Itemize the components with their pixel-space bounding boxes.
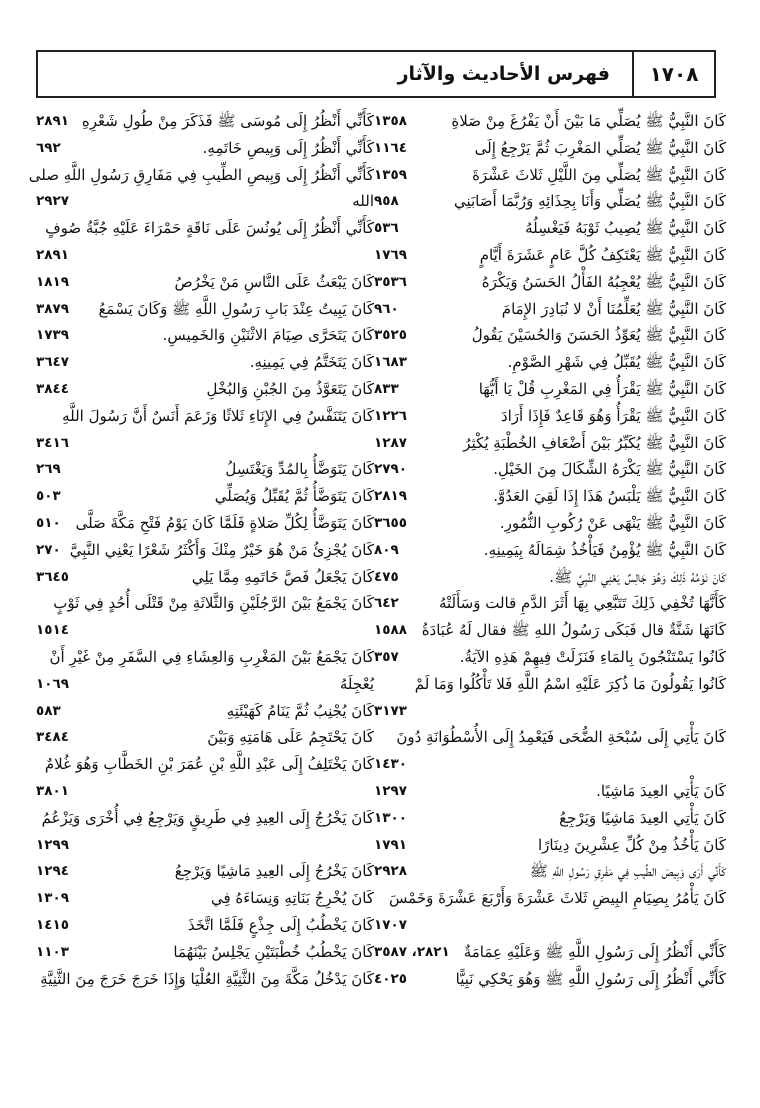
entry-text: كَانَ النَّبِيُّ ﷺ يَنْهَى عَنْ رُكُوبِ النُّمُورِ. bbox=[499, 513, 726, 532]
entry-text: كَانَ النَّبِيُّ ﷺ يُصَلِّي وَأَنَا بِحِذَائِهِ وَرُبَّمَا أَصَابَنِي bbox=[453, 192, 726, 211]
entry-reference: ١٦٨٣ bbox=[374, 354, 407, 371]
index-entry bbox=[374, 671, 726, 698]
entry-text: كَانَ يَتَوَضَّأُ لِكُلِّ صَلاةٍ فَلَمَّا كَانَ يَوْمُ فَتْحِ مَكَّةَ صَلَّى bbox=[75, 513, 374, 532]
index-entry bbox=[36, 644, 374, 671]
entry-reference: ٣٨٤٤ bbox=[36, 380, 69, 397]
entry-text: كَأَنِّي أَنْظُرُ إِلَى وَبِيصِ خَاتَمِهِ. bbox=[202, 138, 374, 157]
entry-text: كَانَ يَدْخُلُ مَكَّةَ مِنَ الثَّنِيَّةِ العُلْيَا وَإِذَا خَرَجَ خَرَجَ مِنَ الثَّنِيَّةِ bbox=[40, 969, 374, 988]
entry-reference: ١١٠٣ bbox=[36, 943, 69, 960]
entry-reference: ٣٨٠١ bbox=[36, 782, 69, 799]
entry-text: كَانَ يَأْتِي العِيدَ مَاشِيًا وَيَرْجِعُ bbox=[559, 808, 726, 827]
index-entry bbox=[36, 912, 374, 939]
index-entry bbox=[36, 376, 374, 403]
entry-reference: ٣٥٧ bbox=[374, 648, 399, 665]
entry-reference: ٢٩٢٨ bbox=[374, 863, 407, 880]
entry-reference: ٨٠٩ bbox=[374, 541, 399, 558]
entry-reference: ١٧٠٧ bbox=[374, 916, 407, 933]
index-entry bbox=[36, 590, 374, 617]
index-entry bbox=[36, 724, 374, 751]
entry-reference: ٥٨٣ bbox=[36, 702, 61, 719]
entry-text: كَانَ يَخْرُجُ إِلَى العِيدِ فِي طَرِيقٍ وَيَرْجِعُ فِي أُخْرَى وَيَزْعُمُ bbox=[41, 808, 374, 827]
index-entry bbox=[36, 778, 374, 805]
entry-reference: ٢٩٢٧ bbox=[36, 193, 69, 210]
index-entry bbox=[374, 242, 726, 269]
entry-reference: ٣٦٤٧ bbox=[36, 354, 69, 371]
entry-text: كَانُوا يَقُولُونَ مَا ذُكِرَ عَلَيْهِ اسْمُ اللَّهِ فَلا تَأْكُلُوا وَمَا لَمْ bbox=[414, 674, 726, 693]
entry-text: كَانَ يَأْتِي العِيدَ مَاشِيًا. bbox=[596, 781, 726, 800]
index-entry bbox=[374, 108, 726, 135]
entry-text: كَانَ النَّبِيُّ ﷺ يَقْرَأُ وَهُوَ قَاعِدٌ فَإِذَا أَرَادَ bbox=[500, 406, 726, 425]
entry-text: كَأَنَّهَا تُخْفِي ذَلِكَ تَتَبَّعِي بِهَا أَثَرَ الدَّمِ قالت وَسَأَلَتْهُ bbox=[438, 594, 726, 613]
entry-text: كَانَ يَخْتَلِفُ إِلَى عَبْدِ اللَّهِ بْنِ عُمَرَ بْنِ الخَطَّابِ وَهُوَ غُلامٌ bbox=[44, 755, 374, 774]
index-entry bbox=[374, 805, 726, 832]
entry-reference: ٩٥٨ bbox=[374, 193, 399, 210]
entry-text: كَانَ النَّبِيُّ ﷺ يُكَبِّرُ بَيْنَ أَضْعَافِ الخُطْبَةِ يُكْثِرُ bbox=[463, 433, 726, 452]
entry-reference: ٢٨٩١ bbox=[36, 113, 69, 129]
entry-reference: ٣٦٤٥ bbox=[36, 568, 69, 585]
entry-reference: ٢٨١٩ bbox=[374, 488, 407, 505]
entry-text: كَانَ النَّبِيُّ ﷺ يُعْجِبُهُ الفَأْلُ الحَسَنُ وَيَكْرَهُ bbox=[481, 272, 726, 291]
index-entry bbox=[374, 724, 726, 751]
index-entry bbox=[374, 778, 726, 805]
entry-text: كَانَ النَّبِيُّ ﷺ يُؤْمِنُ فَيَأْخُذُ شِمَالَهُ بِيَمِينِهِ. bbox=[483, 540, 726, 559]
entry-reference: ٦٩٢ bbox=[36, 139, 61, 156]
entry-reference: ١٤٣٠ bbox=[374, 756, 407, 773]
index-entry bbox=[374, 832, 726, 859]
entry-reference: ٩٦٠ bbox=[374, 300, 399, 317]
index-entry bbox=[374, 564, 726, 591]
index-entry bbox=[36, 108, 374, 135]
entry-text: كَانَ النَّبِيُّ ﷺ يَكْرَهُ الشِّكَالَ مِنَ الخَيْلِ. bbox=[493, 460, 726, 479]
index-entry bbox=[374, 269, 726, 296]
entry-text: كَأَنِّي أَنْظُرُ إِلَى مُوسَى ﷺ فَذَكَرَ مِنْ طُولِ شَعْرِهِ bbox=[81, 112, 374, 130]
entry-reference: ٣٨٧٩ bbox=[36, 300, 69, 317]
entry-reference: ١٣٠٠ bbox=[374, 809, 407, 826]
index-entry bbox=[374, 349, 726, 376]
entry-reference: ٢٧٩٠ bbox=[374, 461, 407, 478]
index-entry bbox=[36, 242, 374, 269]
entry-reference: ٢٧٠ bbox=[36, 541, 61, 558]
entry-text: كَانَ النَّبِيُّ ﷺ يَعْتَكِفُ كُلَّ عَامٍ عَشَرَةَ أَيَّامٍ bbox=[479, 245, 726, 264]
entry-text: كَانَ النَّبِيُّ ﷺ يُصِيبُ ثَوْبَهُ فَيَغْسِلُهُ bbox=[525, 219, 726, 238]
index-entry bbox=[374, 162, 726, 189]
entry-text: كَانَ يَتَوَضَّأُ بِالمُدِّ وَيَغْتَسِلُ bbox=[225, 460, 374, 479]
index-entry bbox=[374, 376, 726, 403]
entry-text: كَانَ يُجْزِئُ مَنْ هُوَ خَيْرٌ مِنْكَ وَأَكْثَرُ شَعْرًا يَعْنِي النَّبِيَّ bbox=[69, 540, 374, 559]
entry-text: كَأَنِّي أَرَى وَبِيصَ الطِّيبِ فِي مَفْرِقِ رَسُولِ اللَّهِ ﷺ bbox=[529, 862, 726, 881]
entry-text: كَانَ النَّبِيُّ ﷺ يُقَبِّلُ فِي شَهْرِ الصَّوْمِ. bbox=[507, 353, 726, 372]
entry-text: كَانَ يَأْخُذُ مِنْ كُلِّ عِشْرِينَ دِينَارًا bbox=[538, 835, 726, 854]
entry-text: كَانَ يَبْعَثُ عَلَى النَّاسِ مَنْ يَخْرُصُ bbox=[174, 272, 374, 291]
entry-reference: ٦٤٢ bbox=[374, 595, 399, 612]
entry-reference: ٣٤١٦ bbox=[36, 434, 69, 451]
index-entry bbox=[374, 135, 726, 162]
entry-text: كَانَهَا شَنَّةٌ قال فَبَكَى رَسُولُ اللهِ ﷺ فقال لَهُ عُبَادَةُ bbox=[421, 621, 726, 640]
entry-reference: ١٤١٥ bbox=[36, 916, 69, 933]
index-entry bbox=[374, 510, 726, 537]
entry-reference: ١١٦٤ bbox=[374, 139, 407, 156]
index-entry bbox=[28, 162, 374, 189]
index-entry bbox=[374, 430, 726, 457]
entry-text: يُعْجِلَهُ bbox=[339, 674, 374, 693]
entry-text: كَانَ يَخْطُبُ إِلَى جِذْعٍ فَلَمَّا اتَّخَذَ bbox=[187, 915, 374, 934]
entry-text: كَأَنِّي أَنْظُرُ إِلَى رَسُولِ اللَّهِ ﷺ وَعَلَيْهِ عِمَامَةٌ bbox=[463, 942, 726, 961]
entry-reference: ١٢٩٤ bbox=[36, 863, 69, 880]
index-entry bbox=[374, 885, 726, 912]
entry-text: كَانَ يَأْمُرُ بِصِيَامِ البِيضِ ثَلاثَ عَشْرَةَ وَأَرْبَعَ عَشْرَةَ وَخَمْسَ bbox=[389, 889, 726, 908]
entry-text: كَانَ النَّبِيُّ ﷺ يَلْبَسُ هَذَا إِذَا لَقِيَ العَدُوَّ. bbox=[493, 487, 726, 506]
page-header bbox=[36, 50, 716, 98]
entry-reference: ٢٨٢١، ٣٥٨٧ bbox=[374, 943, 450, 960]
index-entry bbox=[374, 617, 726, 644]
index-entry bbox=[36, 671, 374, 698]
index-entry bbox=[374, 296, 726, 323]
index-entry bbox=[374, 403, 726, 430]
entry-reference: ٥٠٣ bbox=[36, 488, 61, 505]
index-entry bbox=[374, 590, 726, 617]
entry-text: كَانَ النَّبِيُّ ﷺ يُعَلِّمُنَا أَنْ لا نُبَادِرَ الإِمَامَ bbox=[501, 299, 726, 318]
entry-text: كَانَ يُخْرِجُ بَنَاتِهِ وَنِسَاءَهُ فِي bbox=[210, 889, 374, 908]
entry-text: كَانَ يَجْعَلُ فَصَّ خَاتَمِهِ مِمَّا يَلِي bbox=[191, 567, 374, 586]
index-entry bbox=[36, 456, 374, 483]
entry-text: كَانَ يُجْنِبُ ثُمَّ يَنَامُ كَهَيْئَتِهِ bbox=[226, 701, 374, 720]
index-entry bbox=[36, 349, 374, 376]
entry-reference: ١٣٥٨ bbox=[374, 113, 407, 129]
entry-text: الله bbox=[352, 192, 374, 211]
index-entry bbox=[36, 885, 374, 912]
entry-text: كَانَ يَخْرُجُ إِلَى العِيدِ مَاشِيًا وَيَرْجِعُ bbox=[174, 862, 374, 881]
index-entry bbox=[36, 188, 374, 215]
index-columns bbox=[28, 108, 726, 1093]
entry-reference: ١٧٦٩ bbox=[374, 246, 407, 263]
entry-reference: ١٢٩٩ bbox=[36, 836, 69, 853]
index-entry bbox=[374, 322, 726, 349]
entry-reference: ٣٤٨٤ bbox=[36, 729, 69, 746]
entry-reference: ١٧٩١ bbox=[374, 836, 407, 853]
entry-text: كَانَ النَّبِيُّ ﷺ يُصَلِّي مَا بَيْنَ أَنْ يَفْرُغَ مِنْ صَلاةِ bbox=[451, 112, 726, 130]
entry-reference: ٣١٧٣ bbox=[374, 702, 407, 719]
index-entry bbox=[36, 510, 374, 537]
entry-reference: ١٢٨٧ bbox=[374, 434, 407, 451]
entry-text: كَانَ يَجْمَعُ بَيْنَ الرَّجُلَيْنِ وَالثَّلاثَةِ مِنْ قَتْلَى أُحُدٍ فِي ثَوْبٍ bbox=[53, 594, 374, 613]
page-title: فهرس الأحاديث والآثار bbox=[397, 63, 610, 85]
entry-text: كَانَ النَّبِيُّ ﷺ يُصَلِّي مِنَ اللَّيْلِ ثَلاثَ عَشْرَةَ bbox=[472, 165, 726, 184]
entry-reference: ٣٦٥٥ bbox=[374, 514, 407, 531]
entry-reference: ١٧٣٩ bbox=[36, 327, 69, 344]
index-entry bbox=[374, 966, 726, 993]
entry-text: كَانَ النَّبِيُّ ﷺ يَقْرَأُ فِي المَغْرِبِ قُلْ يَا أَيُّهَا bbox=[478, 379, 726, 398]
index-entry bbox=[374, 939, 726, 966]
entry-text: كَانَ يَبِيتُ عِنْدَ بَابِ رَسُولِ اللَّهِ ﷺ وَكَانَ يَسْمَعُ bbox=[98, 299, 374, 318]
left-column bbox=[28, 108, 374, 1093]
entry-text: كَانَ يَتَنَفَّسُ فِي الإِنَاءِ ثَلاثًا وَزَعَمَ أَنَسٌ أَنَّ رَسُولَ اللَّهِ bbox=[62, 406, 374, 425]
index-entry bbox=[36, 135, 374, 162]
index-entry bbox=[374, 215, 726, 242]
entry-reference: ٤٧٥ bbox=[374, 568, 399, 585]
entry-reference: ٣٥٣٦ bbox=[374, 273, 407, 290]
entry-text: كَانَ يَتَخَتَّمُ فِي يَمِينِهِ. bbox=[249, 353, 374, 372]
index-entry bbox=[36, 483, 374, 510]
index-entry bbox=[36, 296, 374, 323]
entry-reference: ١٣٥٩ bbox=[374, 166, 407, 183]
index-entry bbox=[374, 456, 726, 483]
entry-text: كَانَ يَأْتِي إِلَى سُبْحَةِ الضُّحَى فَيَعْمِدُ إِلَى الأُسْطُوَانَةِ دُونَ bbox=[396, 728, 726, 747]
entry-reference: ٨٣٣ bbox=[374, 380, 399, 397]
index-entry bbox=[36, 269, 374, 296]
index-entry bbox=[36, 858, 374, 885]
entry-reference: ١٥٨٨ bbox=[374, 622, 407, 639]
entry-text: كَانَ النَّبِيُّ ﷺ يُعَوِّذُ الحَسَنَ وَالحُسَيْنَ يَقُولُ bbox=[471, 326, 726, 345]
index-entry bbox=[374, 858, 726, 885]
index-entry bbox=[36, 215, 374, 242]
index-entry bbox=[36, 751, 374, 778]
index-entry bbox=[36, 430, 374, 457]
entry-text: كَانَ نَوْمُهُ ذَلِكَ وَهُوَ جَالِسٌ يَعْنِي النَّبِيَّ ﷺ. bbox=[549, 567, 726, 586]
index-entry bbox=[36, 537, 374, 564]
right-column bbox=[374, 108, 726, 1093]
entry-text: كَأَنِّي أَنْظُرُ إِلَى وَبِيصِ الطِّيبِ فِي مَفَارِقِ رَسُولِ اللَّهِ صلى bbox=[28, 165, 374, 184]
index-entry bbox=[374, 644, 726, 671]
index-entry bbox=[374, 537, 726, 564]
index-entry bbox=[36, 698, 374, 725]
entry-reference: ١٥١٤ bbox=[36, 622, 69, 639]
entry-reference: ٢٨٩١ bbox=[36, 246, 69, 263]
entry-text: كَانُوا يَسْتَنْجُونَ بِالمَاءِ فَنَزَلَتْ فِيهِمْ هَذِهِ الآيَةُ. bbox=[459, 647, 726, 666]
entry-reference: ١٢٩٧ bbox=[374, 782, 407, 799]
entry-text: كَانَ يَتَحَرَّى صِيَامَ الاثْنَيْنِ وَالخَمِيسِ. bbox=[162, 326, 374, 345]
index-entry bbox=[36, 832, 374, 859]
index-entry bbox=[36, 617, 374, 644]
entry-reference: ١٠٦٩ bbox=[36, 675, 69, 692]
entry-reference: ١٣٠٩ bbox=[36, 890, 69, 907]
index-entry bbox=[36, 805, 374, 832]
index-entry bbox=[36, 939, 374, 966]
entry-text: كَانَ يَتَعَوَّذُ مِنَ الجُبْنِ وَالبُخْلِ bbox=[206, 379, 374, 398]
entry-text: كَأَنِّي أَنْظُرُ إِلَى يُونُسَ عَلَى نَاقَةٍ حَمْرَاءَ عَلَيْهِ جُبَّةُ صُوفٍ bbox=[45, 219, 374, 238]
index-entry bbox=[374, 751, 726, 778]
index-entry bbox=[36, 403, 374, 430]
entry-reference: ٥١٠ bbox=[36, 514, 61, 531]
entry-reference: ٥٣٦ bbox=[374, 220, 399, 237]
entry-text: كَانَ يَجْمَعُ بَيْنَ المَغْرِبِ وَالعِشَاءِ فِي السَّفَرِ مِنْ غَيْرِ أَنْ bbox=[49, 647, 374, 666]
entry-text: كَانَ يَخْطُبُ خُطْبَتَيْنِ يَجْلِسُ بَيْنَهُمَا bbox=[173, 942, 374, 961]
entry-reference: ٣٥٢٥ bbox=[374, 327, 407, 344]
entry-reference: ١٢٢٦ bbox=[374, 407, 407, 424]
index-entry bbox=[374, 483, 726, 510]
index-entry bbox=[374, 188, 726, 215]
index-entry bbox=[36, 966, 374, 993]
entry-reference: ٤٠٢٥ bbox=[374, 970, 407, 987]
index-entry bbox=[36, 322, 374, 349]
entry-text: كَانَ يَحْتَجِمُ عَلَى هَامَتِهِ وَبَيْنَ bbox=[207, 728, 374, 747]
page-number: ١٧٠٨ bbox=[632, 52, 714, 96]
entry-text: كَانَ النَّبِيُّ ﷺ يُصَلِّي المَغْرِبَ ثُمَّ يَرْجِعُ إِلَى bbox=[474, 138, 726, 157]
entry-reference: ١٨١٩ bbox=[36, 273, 69, 290]
entry-reference: ٢٦٩ bbox=[36, 461, 61, 478]
entry-text: كَانَ يَتَوَضَّأُ ثُمَّ يُقَبِّلُ وَيُصَلِّي bbox=[214, 487, 374, 506]
index-entry bbox=[36, 564, 374, 591]
index-entry bbox=[374, 698, 726, 725]
entry-text: كَأَنِّي أَنْظُرُ إِلَى رَسُولِ اللَّهِ ﷺ وَهُوَ يَحْكِي نَبِيًّا bbox=[455, 969, 726, 988]
index-entry bbox=[374, 912, 726, 939]
